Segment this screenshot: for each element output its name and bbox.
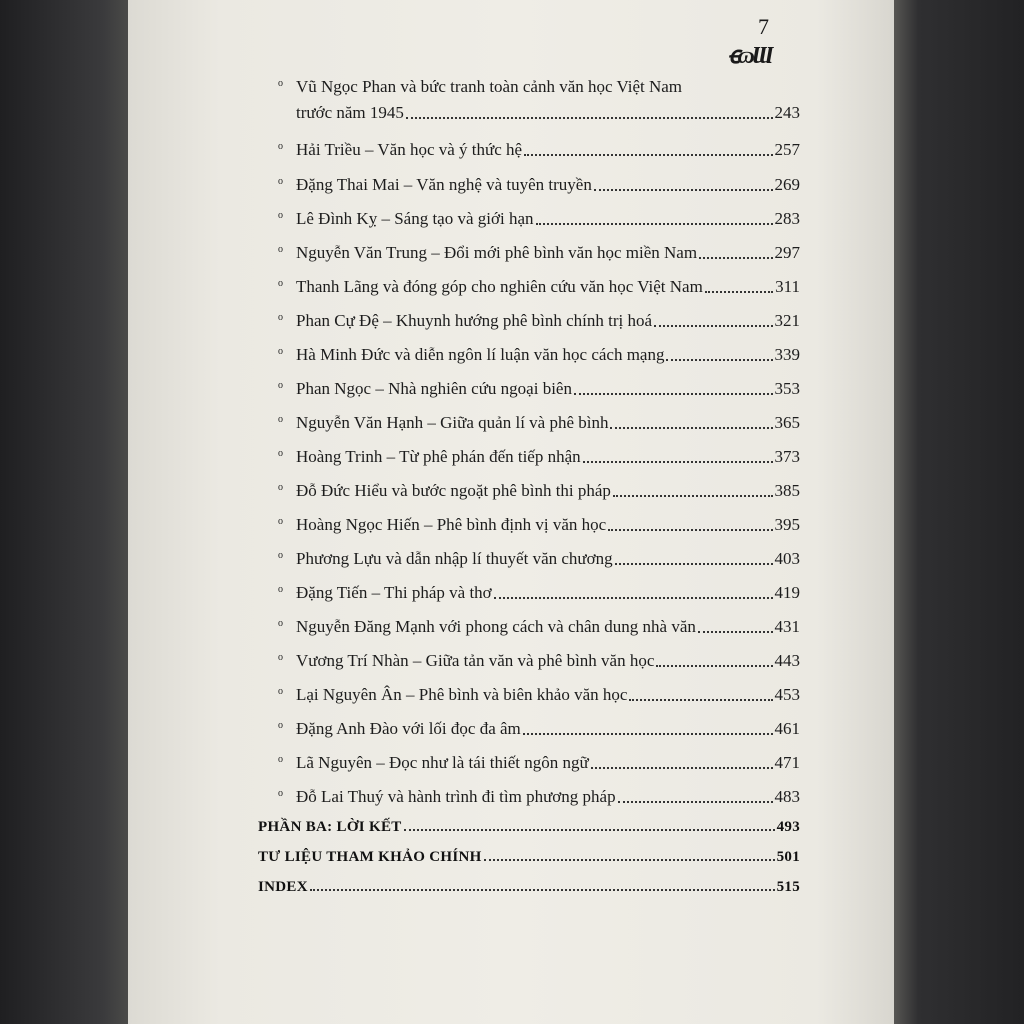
bullet-icon: o <box>278 754 283 765</box>
dot-leader <box>594 189 773 191</box>
toc-entry-page: 353 <box>774 379 800 398</box>
toc-entry-title: Đặng Anh Đào với lối đọc đa âm <box>296 719 521 738</box>
toc-entry-page: 365 <box>774 413 800 432</box>
toc-entry-page: 471 <box>774 753 800 772</box>
dot-leader <box>406 117 773 119</box>
dot-leader <box>666 359 772 361</box>
bullet-icon: o <box>278 482 283 493</box>
dot-leader <box>654 325 772 327</box>
dot-leader <box>699 257 772 259</box>
toc-entry <box>278 714 800 740</box>
toc-entry-page: 431 <box>774 617 800 636</box>
toc-entry-page: 243 <box>774 103 800 122</box>
dot-leader <box>523 733 773 735</box>
toc-entry <box>278 204 800 230</box>
toc-entry-page: 373 <box>774 447 800 466</box>
toc-section-page: 515 <box>776 879 800 895</box>
dot-leader <box>591 767 773 769</box>
bullet-icon: o <box>278 414 283 425</box>
toc-section-page: 493 <box>776 819 800 835</box>
dot-leader <box>618 801 773 803</box>
toc-entry-page: 339 <box>774 345 800 364</box>
dot-leader <box>629 699 772 701</box>
toc-entry-title: Phương Lựu và dẫn nhập lí thuyết văn chương <box>296 549 613 568</box>
toc-entry-page: 453 <box>774 685 800 704</box>
toc-entry <box>278 646 800 672</box>
dot-leader <box>484 859 775 861</box>
dot-leader <box>615 563 773 565</box>
toc-entry-title-cont: trước năm 1945 <box>296 103 404 122</box>
toc-entry-title: Đỗ Lai Thuý và hành trình đi tìm phương pháp <box>296 787 616 806</box>
toc-section <box>258 872 800 896</box>
toc-entry <box>278 170 800 196</box>
toc-entry <box>278 135 800 161</box>
dot-leader <box>698 631 773 633</box>
bullet-icon: o <box>278 686 283 697</box>
toc-entry-title: Thanh Lãng và đóng góp cho nghiên cứu văn học Việt Nam <box>296 277 703 296</box>
page-number: 7 <box>758 14 769 39</box>
dot-leader <box>610 427 772 429</box>
toc-entry <box>278 442 800 468</box>
bullet-icon: o <box>278 516 283 527</box>
toc-entry-page: 257 <box>774 140 800 159</box>
toc-entry-page: 311 <box>775 277 800 296</box>
toc-entry <box>278 272 800 298</box>
bullet-icon: o <box>278 346 283 357</box>
background-right <box>892 0 1024 1024</box>
toc-entry-title: Phan Ngọc – Nhà nghiên cứu ngoại biên <box>296 379 572 398</box>
toc-entry <box>278 238 800 264</box>
bullet-icon: o <box>278 788 283 799</box>
bullet-icon: o <box>278 448 283 459</box>
toc-entry-title: Nguyễn Văn Trung – Đổi mới phê bình văn học miền Nam <box>296 243 698 262</box>
toc-entry-title: Vũ Ngọc Phan và bức tranh toàn cảnh văn học Việt Nam <box>296 77 683 96</box>
background-left <box>0 0 128 1024</box>
toc-entry-page: 269 <box>774 175 800 194</box>
toc-entry-title: Hải Triều – Văn học và ý thức hệ <box>296 140 523 159</box>
toc-entry <box>278 510 800 536</box>
book-page <box>128 0 894 1024</box>
bullet-icon: o <box>278 584 283 595</box>
toc-entry <box>278 544 800 570</box>
bullet-icon: o <box>278 380 283 391</box>
toc-section-title: PHẦN BA: LỜI KẾT <box>258 819 402 835</box>
toc-section-title: TƯ LIỆU THAM KHẢO CHÍNH <box>258 849 482 865</box>
dot-leader <box>310 889 775 891</box>
dot-leader <box>705 291 773 293</box>
toc-entry-title: Nguyễn Đăng Mạnh với phong cách và chân dung nhà văn <box>296 617 696 636</box>
toc-entry <box>278 578 800 604</box>
bullet-icon: o <box>278 176 283 187</box>
toc-entry <box>278 680 800 706</box>
toc-entry-title: Đặng Thai Mai – Văn nghệ và tuyên truyền <box>296 175 592 194</box>
toc-entry-title: Nguyễn Văn Hạnh – Giữa quản lí và phê bình <box>296 413 609 432</box>
bullet-icon: o <box>278 618 283 629</box>
toc-entry-page: 395 <box>774 515 800 534</box>
toc-entry-title: Lại Nguyên Ân – Phê bình và biên khảo văn học <box>296 685 628 704</box>
dot-leader <box>524 154 772 156</box>
toc-section <box>258 842 800 866</box>
toc-entry <box>278 74 800 124</box>
toc-entry <box>278 340 800 366</box>
bullet-icon: o <box>278 210 283 221</box>
toc-entry-page: 461 <box>774 719 800 738</box>
toc-entry-title: Lê Đình Kỵ – Sáng tạo và giới hạn <box>296 209 534 228</box>
bullet-icon: o <box>278 652 283 663</box>
bullet-icon: o <box>278 720 283 731</box>
toc-entry <box>278 612 800 638</box>
bullet-icon: o <box>278 78 283 89</box>
toc-entry-page: 385 <box>774 481 800 500</box>
bullet-icon: o <box>278 278 283 289</box>
toc-entry-page: 321 <box>774 311 800 330</box>
dot-leader <box>536 223 773 225</box>
bullet-icon: o <box>278 312 283 323</box>
toc-entry-page: 283 <box>774 209 800 228</box>
toc-section-page: 501 <box>776 849 800 865</box>
dot-leader <box>574 393 773 395</box>
toc-entry-page: 403 <box>774 549 800 568</box>
ornament-glyph: ꞓɷƜ <box>728 43 771 69</box>
dot-leader <box>494 597 773 599</box>
toc-entry-title: Đặng Tiến – Thi pháp và thơ <box>296 583 492 602</box>
toc-entry <box>278 476 800 502</box>
toc-entry-title: Hoàng Ngọc Hiến – Phê bình định vị văn học <box>296 515 607 534</box>
dot-leader <box>613 495 773 497</box>
toc-entry-title: Phan Cự Đệ – Khuynh hướng phê bình chính trị hoá <box>296 311 653 330</box>
dot-leader <box>583 461 773 463</box>
toc-section <box>258 812 800 836</box>
toc-entry-title: Hà Minh Đức và diễn ngôn lí luận văn học cách mạng <box>296 345 665 364</box>
toc-entry <box>278 408 800 434</box>
dot-leader <box>656 665 772 667</box>
toc-entry-title: Đỗ Đức Hiểu và bước ngoặt phê bình thi pháp <box>296 481 611 500</box>
toc-entry-page: 443 <box>774 651 800 670</box>
toc-entry <box>278 748 800 774</box>
toc-entry-page: 483 <box>774 787 800 806</box>
toc-entry-title: Vương Trí Nhàn – Giữa tản văn và phê bình văn học <box>296 651 655 670</box>
toc-entry <box>278 374 800 400</box>
bullet-icon: o <box>278 550 283 561</box>
toc-entry <box>278 782 800 808</box>
dot-leader <box>608 529 772 531</box>
toc-section-title: INDEX <box>258 879 308 895</box>
toc-entry-title: Hoàng Trinh – Từ phê phán đến tiếp nhận <box>296 447 581 466</box>
dot-leader <box>404 829 775 831</box>
bullet-icon: o <box>278 244 283 255</box>
toc-entry-page: 297 <box>774 243 800 262</box>
toc-entry-page: 419 <box>774 583 800 602</box>
toc-entry <box>278 306 800 332</box>
bullet-icon: o <box>278 141 283 152</box>
toc-entry-title: Lã Nguyên – Đọc như là tái thiết ngôn ngữ <box>296 753 589 772</box>
